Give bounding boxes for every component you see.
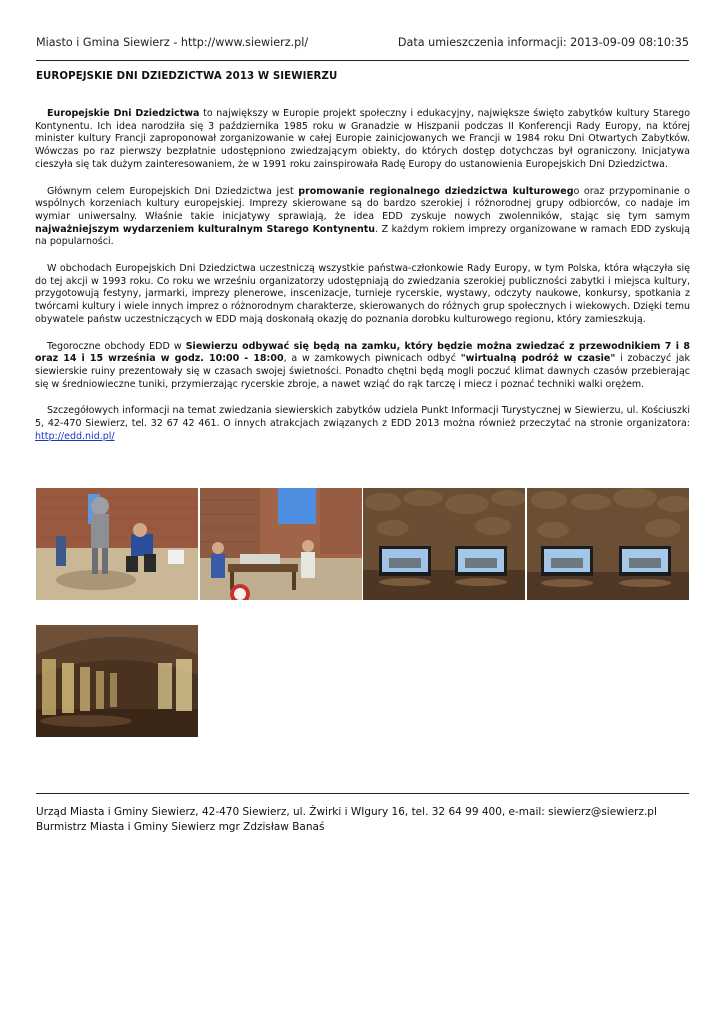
text: Szczegółowych informacji na temat zwiedzania siewierskich zabytków udziela Punkt Informacji Turystycznej w Siewierzu, ul. Kościuszki 5, 42-470 Siewierz, tel. 32 67 42 461. O innych atrakcjach związanych z EDD 2013 można również przeczytać na stronie organizatora: — [35, 405, 690, 430]
photo-knights[interactable] — [36, 488, 198, 600]
paragraph-5 — [35, 405, 690, 443]
article-body — [35, 108, 690, 457]
paragraph-1 — [35, 108, 690, 172]
organizer-link[interactable]: http://edd.nid.pl/ — [35, 430, 115, 442]
photo-reenactment[interactable] — [200, 488, 362, 600]
header-date: Data umieszczenia informacji: 2013-09-09 08:10:35 — [397, 36, 689, 49]
bold-text: Siewierzu odbywać się będą na zamku, który będzie można zwiedzać z przewodnikiem 7 i 8 oraz 14 i 15 września w godz. 10:00 - 18:00 — [35, 340, 690, 365]
photo-screens-2[interactable] — [527, 488, 689, 600]
text: Tegoroczne obchody EDD w — [47, 340, 186, 352]
page-header — [36, 36, 689, 50]
text: o oraz przypominanie o wspólnych korzeniach kultury europejskiej. Imprezy skierowane są do bardzo szerokiej i różnorodnej grupy odbiorców, co nadaje im wymiar uniwersalny. Właśnie takie inicjatywy sprawiają, że idea EDD zyskuje nowych zwolenników, stając się tym samym — [35, 185, 690, 222]
footer-rule — [36, 793, 689, 794]
text: to największy w Europie projekt społeczny i edukacyjny, największe święto zabytków kultury Starego Kontynentu. Ich idea narodziła się 3 października 1985 roku w Granadzie w Hiszpanii podczas II Konferencji Rady Europy, na której minister kultury Francji zaproponował zorganizowanie w całej Europie zainicjowanych we Francji w 1984 roku Dni Otwartych Zabytków. Wówczas po raz pierwszy bezpłatnie udostępniono zwiedzającym obiekty, do których dostęp dotychczas był ograniczony. Inicjatywa cieszyła się tak dużym zainteresowaniem, że w 1991 roku zainspirowała Radę Europy do ustanowienia Europejskich Dni Dziedzictwa. — [35, 108, 691, 170]
photo-screens-1[interactable] — [363, 488, 525, 600]
paragraph-3 — [35, 263, 690, 327]
paragraph-2 — [35, 186, 690, 250]
bold-text: promowanie regionalnego dziedzictwa kulturoweg — [298, 185, 574, 197]
footer-address: Urząd Miasta i Gminy Siewierz, 42-470 Siewierz, ul. Żwirki i WIgury 16, tel. 32 64 99 400, e-mail: siewierz@siewierz.pl — [36, 806, 657, 818]
text: . Z każdym rokiem imprezy organizowane w ramach EDD zyskują na popularności. — [35, 223, 690, 248]
text: i zobaczyć jak siewierskie ruiny prezentowały się w czasach swojej świetności. Ponadto chętni będą mogli poczuć klimat dawnych czasów przebierając się w średniowieczne tuniki, przymierzając rycerskie zbroje, a nawet wziąć do rąk tarczę i miecz i poznać techniki walki orężem. — [35, 353, 690, 390]
footer-mayor: Burmistrz Miasta i Gminy Siewierz mgr Zdzisław Banaś — [36, 821, 325, 833]
text: Głównym celem Europejskich Dni Dziedzictwa jest — [47, 185, 299, 197]
text: W obchodach Europejskich Dni Dziedzictwa uczestniczą wszystkie państwa-członkowie Rady Europy, w tym Polska, która włączyła się do tej akcji w 1993 roku. Co roku we wrześniu organizatorzy udostępniają do zwiedzania szerokiej publiczności zabytki i miejsca kultury, przygotowują festyny, jarmarki, imprezy plenerowe, inscenizacje, turnieje rycerskie, wystawy, odczyty naukowe, konkursy, spotkania z twórcami kultury i wiele innych imprez o różnorodnym charakterze, skierowanych do różnych grup społecznych i wiekowych. Dzięki temu obywatele państw uczestniczących w EDD mają doskonałą okazję do poznania dorobku kulturowego regionu, który zamieszkują. — [35, 263, 690, 325]
bold-text: "wirtualną podróż w czasie" — [460, 353, 616, 365]
paragraph-4 — [35, 341, 690, 392]
header-site: Miasto i Gmina Siewierz - http://www.siewierz.pl/ — [36, 36, 309, 49]
article-title: EUROPEJSKIE DNI DZIEDZICTWA 2013 W SIEWIERZU — [36, 71, 338, 82]
photo-knights-image — [36, 488, 198, 600]
photo-screens-1-image — [363, 488, 525, 600]
bold-text: Europejskie Dni Dziedzictwa — [47, 108, 200, 119]
header-rule — [36, 60, 689, 61]
photo-cellar[interactable] — [36, 625, 198, 737]
photo-reenactment-image — [200, 488, 362, 600]
photo-screens-2-image — [527, 488, 689, 600]
photo-cellar-image — [36, 625, 198, 737]
page-footer — [36, 805, 689, 835]
bold-text: najważniejszym wydarzeniem kulturalnym Starego Kontynentu — [35, 223, 376, 235]
text: , a w zamkowych piwnicach odbyć — [283, 353, 461, 365]
